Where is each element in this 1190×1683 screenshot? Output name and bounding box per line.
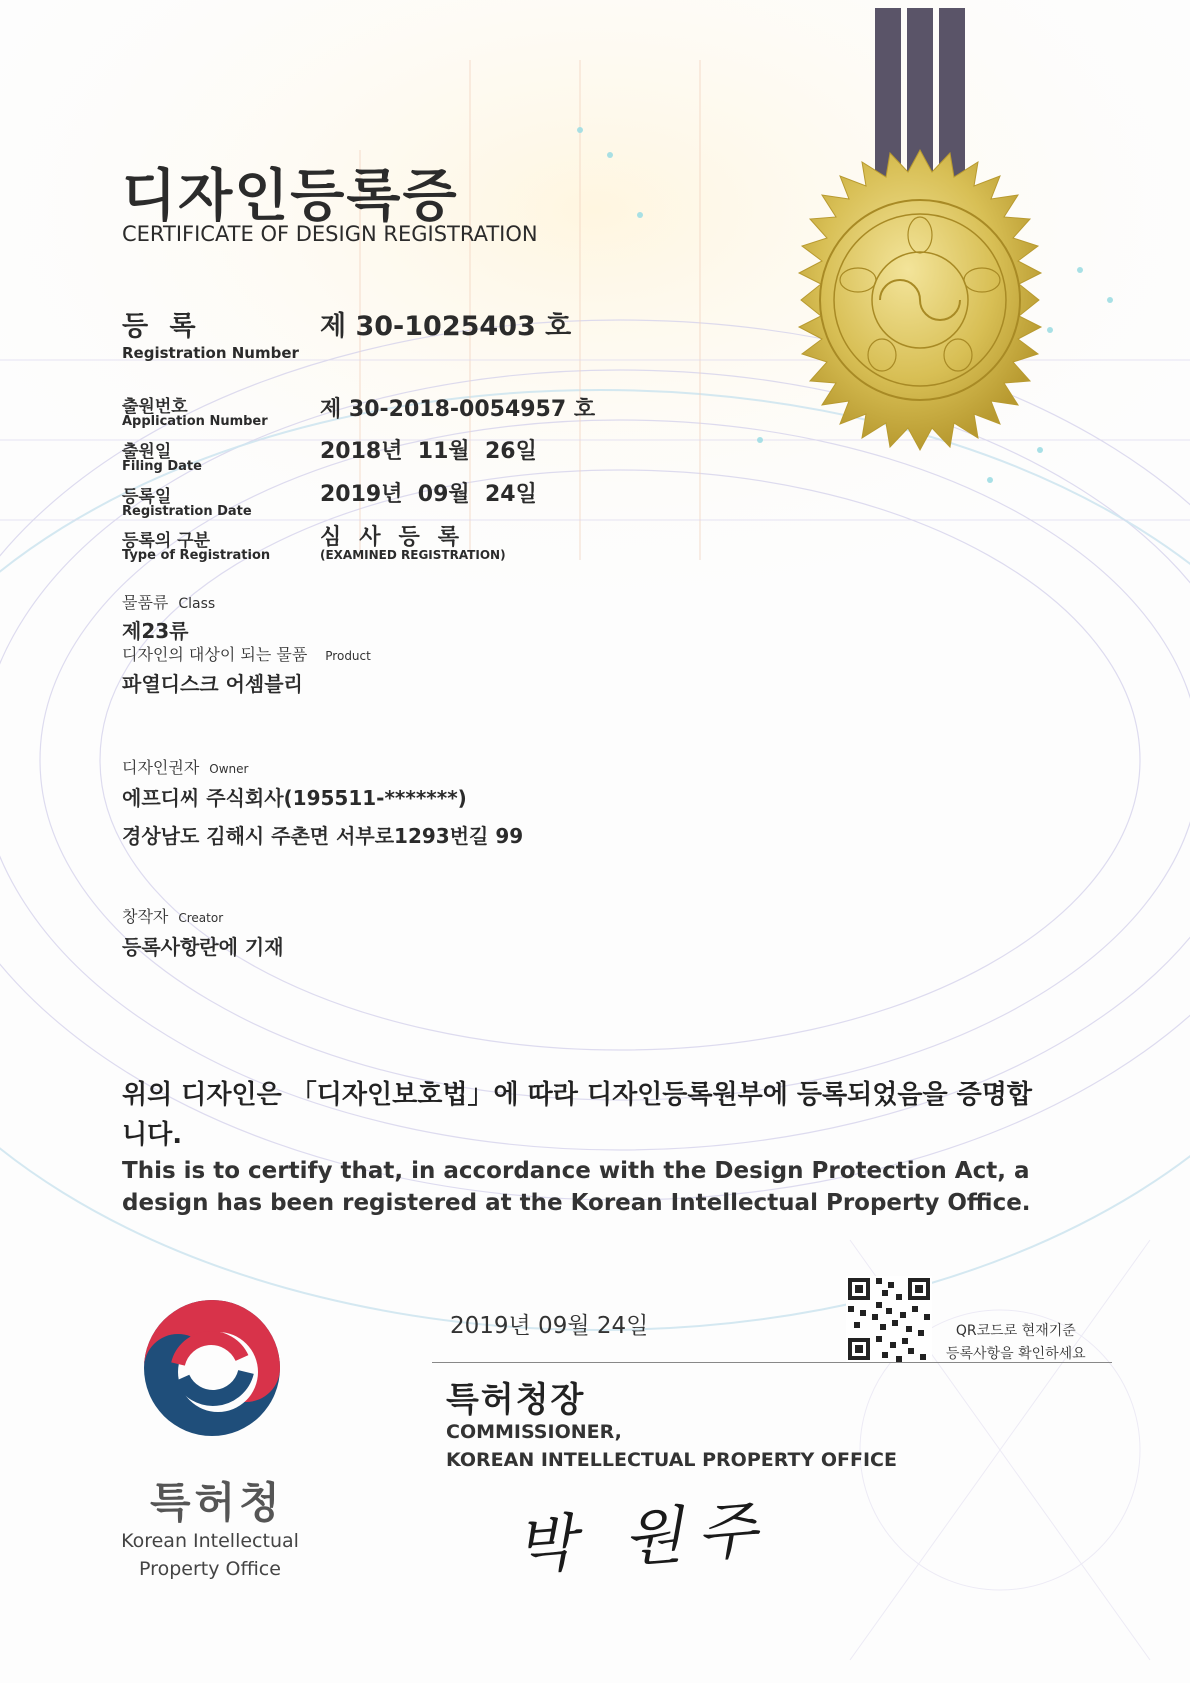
statement-en: This is to certify that, in accordance with the Design Protection Act, a design has been registered at the Korean Intellectual Property Office.	[122, 1158, 1031, 1216]
qr-code-icon	[846, 1276, 932, 1362]
product-value: 파열디스크 어셈블리	[122, 672, 303, 696]
kipo-logo-icon	[144, 1300, 280, 1436]
application-label-en: Application Number	[122, 414, 268, 429]
application-label-ko: 출원번호	[122, 397, 188, 417]
owner-name: 에프디씨 주식회사(195511-*******)	[122, 786, 467, 810]
qr-note-line2: 등록사항을 확인하세요	[946, 1346, 1086, 1362]
certificate-title-ko: 디자인등록증	[122, 164, 459, 229]
filing-label-ko: 출원일	[122, 442, 172, 462]
class-label-ko: 물품류	[122, 593, 169, 612]
creator-label-en: Creator	[178, 911, 224, 925]
commissioner-title-en	[446, 1418, 897, 1474]
qr-note	[946, 1320, 1086, 1366]
certificate-title-en: CERTIFICATE OF DESIGN REGISTRATION	[122, 222, 538, 246]
registration-type-value-en: (EXAMINED REGISTRATION)	[320, 548, 506, 562]
owner-address: 경상남도 김해시 주촌면 서부로1293번길 99	[122, 824, 524, 848]
class-value: 제23류	[122, 619, 189, 643]
registration-label-ko: 등 록	[122, 311, 202, 342]
kipo-name-ko: 특허청	[150, 1478, 284, 1527]
statement-ko: 위의 디자인은 「디자인보호법」에 따라 디자인등록원부에 등록되었음을 증명합니다.	[122, 1080, 1033, 1150]
registration-date-label-en: Registration Date	[122, 504, 252, 519]
commissioner-signature: 박 원주	[513, 1492, 773, 1583]
registration-label-en: Registration Number	[122, 344, 299, 362]
commissioner-title-ko: 특허청장	[446, 1380, 586, 1420]
registration-date: 2019년 09월 24일	[320, 482, 537, 507]
product-label	[122, 642, 371, 665]
owner-label-ko: 디자인권자	[122, 758, 200, 777]
commissioner-en-line2: KOREAN INTELLECTUAL PROPERTY OFFICE	[446, 1449, 897, 1471]
creator-label	[122, 904, 223, 927]
product-label-ko: 디자인의 대상이 되는 물품	[122, 645, 308, 664]
filing-label-en: Filing Date	[122, 459, 202, 474]
product-label-en: Product	[325, 649, 371, 663]
creator-value: 등록사항란에 기재	[122, 935, 284, 959]
qr-note-line1: QR코드로 현재기준	[955, 1323, 1076, 1339]
registration-type-label-en: Type of Registration	[122, 548, 271, 563]
registration-number: 제 30-1025403 호	[320, 311, 572, 342]
registration-date-label-ko: 등록일	[122, 487, 172, 507]
kipo-name-en: Korean Intellectual Property Office	[121, 1530, 299, 1580]
registration-type-label-ko: 등록의 구분	[122, 531, 211, 551]
owner-label	[122, 755, 248, 778]
issue-date: 2019년 09월 24일	[450, 1313, 649, 1339]
filing-date: 2018년 11월 26일	[320, 439, 537, 464]
application-number: 제 30-2018-0054957 호	[320, 397, 596, 422]
creator-label-ko: 창작자	[122, 907, 169, 926]
class-label	[122, 590, 215, 613]
commissioner-en-line1: COMMISSIONER,	[446, 1421, 622, 1443]
registration-type-value-ko: 심사등록	[320, 525, 478, 550]
class-label-en: Class	[178, 596, 216, 612]
owner-label-en: Owner	[209, 762, 249, 776]
